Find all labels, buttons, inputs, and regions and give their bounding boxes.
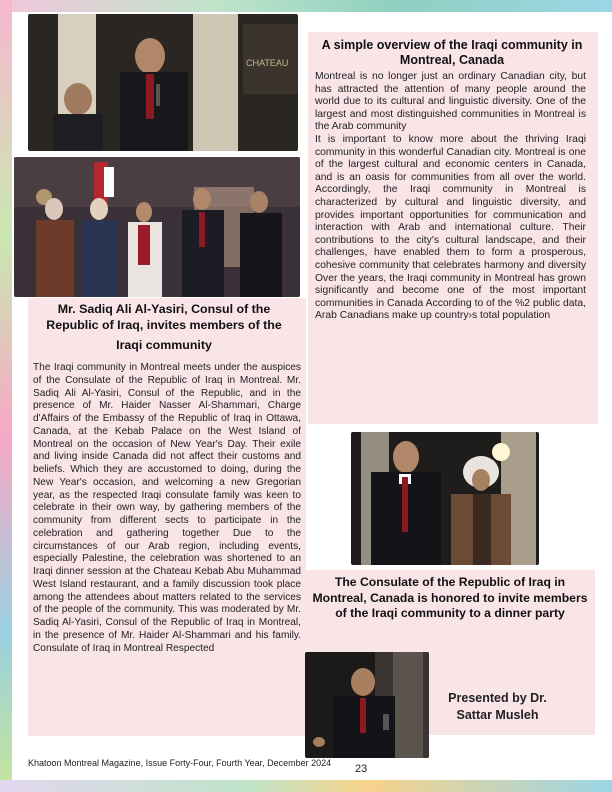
left-title-line-3: Iraqi community: [116, 338, 212, 352]
left-title-line-2: Republic of Iraq, invites members of the: [46, 317, 282, 332]
left-title-line-1: Mr. Sadiq Ali Al-Yasiri, Consul of the: [57, 302, 271, 316]
right-article-text: Montreal is no longer just an ordinary Canadian city, but has attracted the attention of many people around the world due to its cultural and linguistic diversity. One of the largest and most distinguished communities in Montreal is the Arab community It is important to know more about the thriving Iraqi community in this wonderful Canadian city. Montreal is one of the largest cultural and economic centers in Canada, and is an oasis for communities from all over the world. Accordingly, the Iraqi community in Montreal is characterized by cultural and linguistic diversity, and provides important opportunities for communication and interaction with Arab and international culture. Their contributions to the city's cultural landscape, and their challenges, have enabled them to form a prosperous, cohesive community that celebrates harmony and diversity Over the years, the Iraqi community in Montreal has grown significantly and become one of the most important communities in Canada According to of the %2 public data, Arab Canadians make up country›s total population: [315, 71, 586, 322]
presented-by: Presented by Dr. Sattar Musleh: [448, 691, 547, 722]
magazine-footer: Khatoon Montreal Magazine, Issue Forty-Four, Fourth Year, December 2024: [28, 758, 332, 768]
left-article-body: The Iraqi community in Montreal meets under the auspices of the Consulate of the Republic of Iraq in Montreal. Mr. Sadiq Ali Al-Yasiri, Consul of the Republic, and in the presence of Mr. Haider Nasser Al-Shammari, Charge d'Affairs of the Embassy of the Republic of Iraq in Ottawa, Canada, at the Kebab Palace on the West Island of Montreal on the occasion of New Year's Day. Their exile and living inside Canada did not affect their customs and beliefs. Which they are accustomed to doing, during the New Year's occasion, and welcoming a new Gregorian year, as the respected Iraqi consulate family was keen to celebrate in their own way, by gathering members of the community from different sects to participate in the celebration and gathering together Due to the circumstances of our Arab region, including events, especially Palestine, the celebration was shortened to an Iraqi dinner session at the Chateau Kebab Abu Muhammad West Island restaurant, and a family discussion took place among the attendees about matters related to the services of the people of the community. This was moderated by Mr. Sadiq Al-Yasiri, Consul of the Republic of Iraq in Montreal, in the presence of Mr. Haider Al-Shammari and his family. Consulate of Iraq in Montreal Respected: [33, 362, 301, 654]
photo-caption: The Consulate of the Republic of Iraq in Montreal, Canada is honored to invite members of the Iraqi community to a dinner party: [312, 575, 588, 620]
page-number: 23: [355, 763, 368, 775]
left-color-bar: [0, 0, 12, 792]
right-article-body: [315, 71, 586, 323]
photo-consul-microphone: [305, 652, 429, 758]
photo1-wall-sign: CHATEAU: [246, 58, 289, 68]
bottom-color-bar: [0, 780, 612, 792]
photo-group-five: [14, 157, 300, 297]
photo-two-men: [351, 432, 539, 565]
right-article-title: A simple overview of the Iraqi community in Montreal, Canada: [321, 38, 583, 67]
top-color-bar: [0, 0, 612, 12]
photo-consul-speaking: [28, 14, 298, 151]
left-article-title: [30, 302, 298, 354]
